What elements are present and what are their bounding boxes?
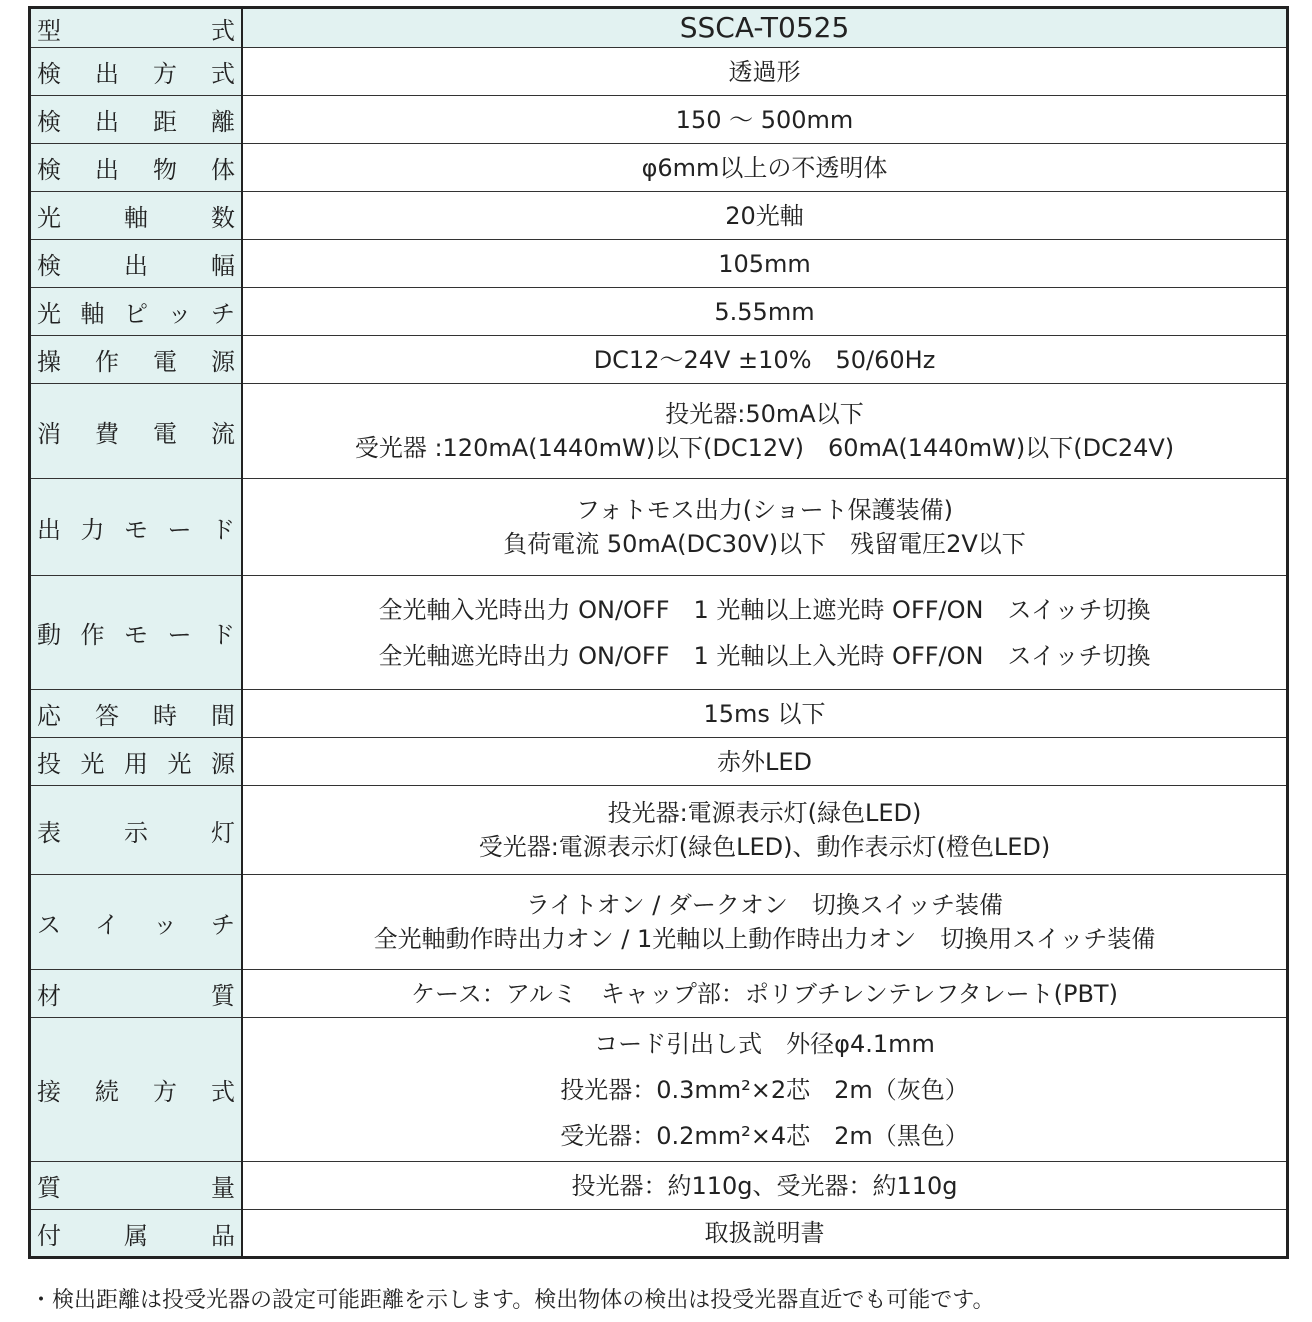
spec-value-line: 105mm (718, 249, 811, 278)
label-char: 答 (95, 702, 119, 730)
spec-label (30, 96, 243, 144)
spec-row (30, 875, 1288, 970)
spec-value (242, 144, 1288, 192)
spec-row (30, 192, 1288, 240)
spec-label-text (37, 813, 235, 848)
spec-row (30, 479, 1288, 576)
label-char: チ (211, 910, 235, 939)
spec-label-text (37, 696, 235, 731)
label-char: 投 (37, 750, 61, 778)
spec-value (242, 336, 1288, 384)
spec-value-line: 15ms 以下 (703, 699, 826, 728)
label-char: 数 (211, 204, 235, 232)
spec-row (30, 8, 1288, 48)
spec-value-line: 20光軸 (725, 201, 804, 230)
spec-row (30, 738, 1288, 786)
spec-value (242, 1162, 1288, 1210)
label-char: 光 (37, 204, 61, 232)
spec-value (242, 192, 1288, 240)
spec-row (30, 96, 1288, 144)
label-char: 品 (211, 1221, 235, 1250)
spec-row (30, 336, 1288, 384)
spec-row (30, 240, 1288, 288)
spec-value-line: コード引出し式 外径φ4.1mm (594, 1029, 935, 1058)
label-char: ド (211, 515, 235, 544)
spec-label-text (37, 198, 235, 233)
label-char: 出 (95, 60, 119, 88)
label-char: 式 (211, 16, 235, 45)
label-char: 灯 (211, 818, 235, 847)
spec-value-line: 全光軸入光時出力 ON/OFF 1 光軸以上遮光時 OFF/ON スイッチ切換 (378, 595, 1151, 624)
label-char: 表 (37, 818, 61, 847)
spec-label (30, 336, 243, 384)
spec-label (30, 875, 243, 970)
label-char: 検 (37, 252, 61, 280)
spec-value (242, 786, 1288, 875)
spec-value-line: 赤外LED (716, 747, 812, 776)
model-value (242, 8, 1288, 48)
spec-label-text (37, 510, 235, 545)
label-char: 質 (211, 982, 235, 1010)
label-char: 示 (124, 818, 148, 847)
spec-value-line: 全光軸遮光時出力 ON/OFF 1 光軸以上入光時 OFF/ON スイッチ切換 (378, 641, 1151, 670)
spec-row (30, 288, 1288, 336)
spec-label-text (37, 744, 235, 779)
label-char: 間 (211, 702, 235, 730)
spec-label (30, 738, 243, 786)
label-char: 応 (37, 702, 61, 730)
spec-value-line: SSCA-T0525 (679, 11, 850, 44)
spec-label-text (37, 246, 235, 281)
spec-value-line: 取扱説明書 (704, 1219, 825, 1247)
label-char: 電 (153, 419, 177, 448)
label-char: 軸 (80, 300, 105, 328)
label-char: 作 (95, 348, 119, 376)
spec-label (30, 786, 243, 875)
spec-row (30, 1210, 1288, 1258)
label-char: ド (211, 621, 235, 649)
spec-row (30, 144, 1288, 192)
label-char: 出 (124, 252, 148, 280)
label-char: 消 (37, 419, 61, 448)
spec-value (242, 738, 1288, 786)
label-char: ッ (153, 910, 177, 939)
label-char: 距 (153, 108, 177, 136)
label-char: 光 (167, 750, 192, 778)
spec-value-line: 5.55mm (714, 297, 815, 326)
label-char: 軸 (124, 204, 148, 232)
spec-value (242, 875, 1288, 970)
label-char: モ (124, 621, 148, 649)
spec-value-line: ケース：アルミ キャップ部：ポリブチレンテレフタレート(PBT) (411, 979, 1118, 1008)
spec-label (30, 1018, 243, 1162)
spec-value-line: 全光軸動作時出力オン / 1光軸以上動作時出力オン 切換用スイッチ装備 (373, 925, 1156, 953)
spec-value (242, 48, 1288, 96)
label-char: 方 (153, 60, 177, 88)
label-char: 費 (95, 419, 119, 448)
spec-value-line: 150 ～ 500mm (675, 105, 854, 134)
label-char: 接 (37, 1078, 61, 1106)
spec-label (30, 8, 243, 48)
label-char: 源 (211, 750, 235, 778)
label-char: 時 (153, 702, 177, 730)
spec-table (28, 6, 1289, 1259)
spec-label-text (37, 414, 235, 449)
label-char: 用 (124, 750, 148, 778)
spec-value (242, 1210, 1288, 1258)
label-char: チ (211, 300, 235, 328)
spec-value-line: 投光器：0.3mm²×2芯 2m（灰色） (560, 1075, 969, 1104)
spec-value-line: 透過形 (728, 57, 801, 86)
label-char: 出 (95, 108, 119, 136)
spec-row (30, 48, 1288, 96)
label-char: 検 (37, 108, 61, 136)
spec-value (242, 690, 1288, 738)
spec-value (242, 96, 1288, 144)
spec-value-line: 受光器：0.2mm²×4芯 2m（黒色） (560, 1121, 969, 1150)
spec-label (30, 48, 243, 96)
spec-label (30, 240, 243, 288)
spec-value-line: ライトオン / ダークオン 切換スイッチ装備 (526, 891, 1003, 919)
spec-value-line: φ6mm以上の不透明体 (641, 153, 888, 182)
spec-row (30, 384, 1288, 479)
spec-label-text (37, 905, 235, 940)
spec-label (30, 192, 243, 240)
label-char: イ (95, 910, 119, 939)
spec-label-text (37, 11, 235, 46)
spec-label-text (37, 615, 235, 650)
spec-value (242, 576, 1288, 690)
spec-label (30, 1210, 243, 1258)
label-char: ッ (167, 300, 192, 328)
spec-label-text (37, 1216, 235, 1251)
spec-label (30, 576, 243, 690)
spec-row (30, 690, 1288, 738)
label-char: ー (167, 515, 192, 544)
spec-label (30, 1162, 243, 1210)
spec-label (30, 970, 243, 1018)
label-char: 物 (153, 156, 177, 184)
spec-value (242, 479, 1288, 576)
spec-value-line: 受光器 :120mA(1440mW)以下(DC12V) 60mA(1440mW)以下(DC24V) (354, 434, 1175, 462)
label-char: 作 (80, 621, 105, 649)
label-char: 質 (37, 1174, 61, 1202)
label-char: 出 (95, 156, 119, 184)
label-char: 検 (37, 60, 61, 88)
label-char: 続 (95, 1078, 119, 1106)
spec-label (30, 144, 243, 192)
label-char: 離 (211, 108, 235, 136)
spec-value (242, 384, 1288, 479)
label-char: 幅 (211, 252, 235, 280)
spec-value-line: 投光器：約110g、受光器：約110g (571, 1171, 958, 1200)
label-char: 源 (211, 348, 235, 376)
spec-label-text (37, 150, 235, 185)
label-char: 力 (80, 515, 105, 544)
spec-value-line: 投光器:電源表示灯(緑色LED) (607, 799, 922, 827)
label-char: 属 (124, 1221, 148, 1250)
label-char: 光 (37, 300, 61, 328)
spec-row (30, 970, 1288, 1018)
label-char: 光 (80, 750, 105, 778)
label-char: 付 (37, 1221, 61, 1250)
spec-label (30, 690, 243, 738)
label-char: ピ (124, 300, 148, 328)
spec-label-text (37, 1168, 235, 1203)
label-char: 電 (153, 348, 177, 376)
spec-row (30, 1162, 1288, 1210)
label-char: 材 (37, 982, 61, 1010)
spec-label (30, 384, 243, 479)
spec-value-line: DC12～24V ±10% 50/60Hz (593, 345, 936, 374)
label-char: 方 (153, 1078, 177, 1106)
label-char: 式 (211, 1078, 235, 1106)
label-char: モ (124, 515, 148, 544)
spec-label-text (37, 976, 235, 1011)
spec-value-line: フォトモス出力(ショート保護装備) (575, 496, 954, 524)
label-char: 出 (37, 515, 61, 544)
spec-value-line: 負荷電流 50mA(DC30V)以下 残留電圧2V以下 (503, 530, 1026, 558)
footnote: ・検出距離は投受光器の設定可能距離を示します。検出物体の検出は投受光器直近でも可能です。 (30, 1288, 995, 1313)
label-char: ス (37, 910, 61, 939)
spec-label (30, 288, 243, 336)
spec-value (242, 970, 1288, 1018)
spec-table-body (30, 8, 1288, 1258)
label-char: 式 (211, 60, 235, 88)
spec-label-text (37, 54, 235, 89)
label-char: 体 (211, 156, 235, 184)
spec-label (30, 479, 243, 576)
spec-label-text (37, 342, 235, 377)
spec-value-line: 受光器:電源表示灯(緑色LED)、動作表示灯(橙色LED) (478, 833, 1051, 861)
spec-value (242, 288, 1288, 336)
spec-value (242, 1018, 1288, 1162)
spec-row (30, 786, 1288, 875)
label-char: 検 (37, 156, 61, 184)
label-char: 量 (211, 1174, 235, 1202)
spec-value-line: 投光器:50mA以下 (665, 400, 864, 428)
spec-row (30, 576, 1288, 690)
spec-label-text (37, 102, 235, 137)
spec-row (30, 1018, 1288, 1162)
label-char: 流 (211, 419, 235, 448)
label-char: 動 (37, 621, 61, 649)
label-char: ー (167, 621, 192, 649)
label-char: 操 (37, 348, 61, 376)
spec-value (242, 240, 1288, 288)
spec-label-text (37, 1072, 235, 1107)
label-char: 型 (37, 16, 61, 45)
spec-label-text (37, 294, 235, 329)
